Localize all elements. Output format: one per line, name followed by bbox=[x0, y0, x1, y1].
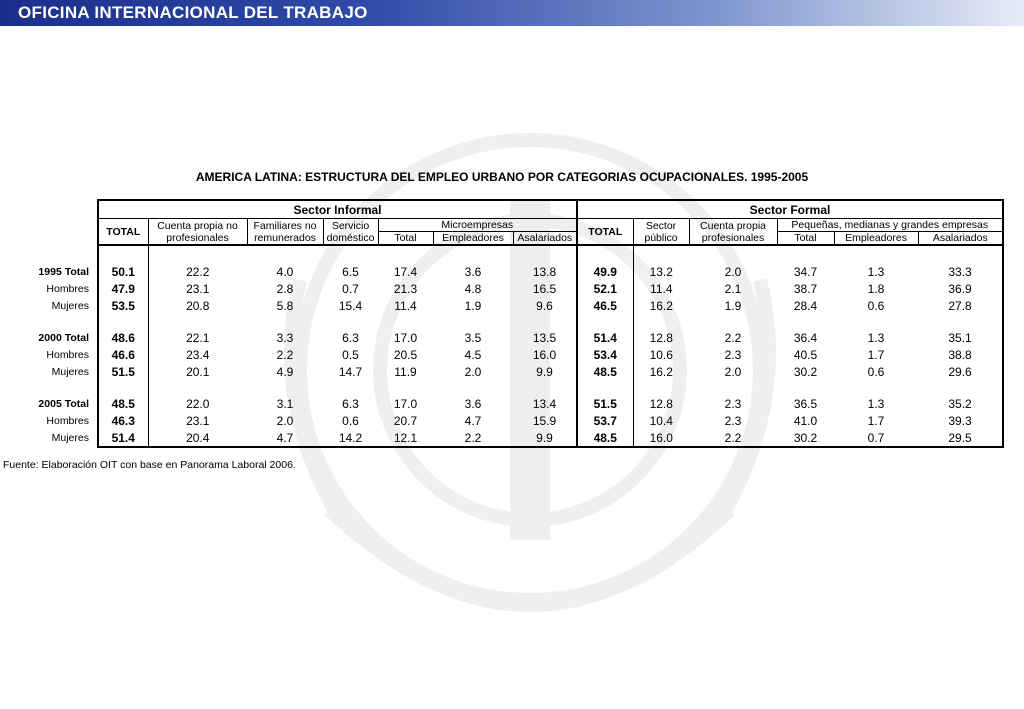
table-row bbox=[10, 297, 1003, 314]
table-cell: 2.3 bbox=[724, 397, 742, 412]
table-cell: 36.9 bbox=[918, 281, 1003, 298]
table-cell: 16.0 bbox=[532, 348, 557, 363]
informal-micro-total-header: Total bbox=[378, 232, 433, 246]
spacer-cell bbox=[433, 380, 513, 396]
table-cell: 1.3 bbox=[867, 265, 885, 280]
group-spacer bbox=[10, 245, 1003, 264]
spacer-cell bbox=[918, 245, 1003, 264]
spacer-cell bbox=[633, 314, 689, 330]
table-cell: 23.1 bbox=[148, 281, 247, 298]
table-cell: 0.6 bbox=[867, 364, 885, 379]
table-cell: 17.4 bbox=[393, 265, 418, 280]
table-cell: 22.1 bbox=[148, 330, 247, 347]
spacer-cell bbox=[777, 380, 834, 396]
group-spacer bbox=[10, 314, 1003, 330]
table-cell: 2.3 bbox=[724, 414, 742, 429]
row-label: 1995 Total bbox=[38, 266, 89, 279]
table-cell: 1.7 bbox=[867, 414, 885, 429]
table-row bbox=[10, 413, 1003, 430]
spacer-cell bbox=[98, 245, 148, 264]
table-cell: 13.8 bbox=[532, 265, 557, 280]
table-cell: 51.4 bbox=[98, 430, 148, 448]
table-cell: 2.0 bbox=[724, 364, 742, 379]
table-cell: 48.5 bbox=[577, 363, 633, 380]
table-cell: 35.1 bbox=[918, 330, 1003, 347]
header-line: doméstico bbox=[326, 231, 375, 244]
formal-empresas-empleadores-header: Empleadores bbox=[834, 232, 918, 246]
table-cell: 2.8 bbox=[276, 282, 294, 297]
table-cell: 2.3 bbox=[724, 348, 742, 363]
spacer-cell bbox=[918, 314, 1003, 330]
table-cell: 52.1 bbox=[577, 281, 633, 298]
table-row bbox=[10, 396, 1003, 413]
table-cell: 35.2 bbox=[918, 396, 1003, 413]
table-cell: 28.4 bbox=[793, 298, 818, 313]
table-cell: 17.0 bbox=[393, 397, 418, 412]
table-cell: 12.1 bbox=[378, 430, 433, 448]
table-cell: 14.7 bbox=[338, 364, 363, 379]
table-cell: 1.7 bbox=[867, 348, 885, 363]
table-cell: 29.5 bbox=[918, 430, 1003, 448]
source-note: Fuente: Elaboración OIT con base en Panorama Laboral 2006. bbox=[3, 459, 296, 471]
table-cell: 2.0 bbox=[276, 414, 294, 429]
table-cell: 1.9 bbox=[724, 298, 742, 313]
table-cell: 30.2 bbox=[793, 364, 818, 379]
table-cell: 39.3 bbox=[918, 413, 1003, 430]
table-cell: 48.6 bbox=[98, 330, 148, 347]
table-cell: 36.4 bbox=[793, 331, 818, 346]
table-cell: 4.0 bbox=[276, 265, 294, 280]
spacer-cell bbox=[247, 314, 323, 330]
row-label: 2005 Total bbox=[38, 398, 89, 411]
header-line: profesionales bbox=[701, 231, 765, 244]
table-cell: 20.1 bbox=[148, 363, 247, 380]
header-line: Familiares no bbox=[253, 219, 317, 232]
header-banner bbox=[0, 0, 1024, 26]
table-cell: 16.2 bbox=[633, 297, 689, 314]
row-label: Mujeres bbox=[51, 365, 89, 378]
table-row bbox=[10, 430, 1003, 448]
table-cell: 23.1 bbox=[148, 413, 247, 430]
table-cell: 2.0 bbox=[724, 265, 742, 280]
spacer-cell bbox=[577, 245, 633, 264]
table-cell: 11.9 bbox=[394, 364, 417, 379]
table-cell: 53.5 bbox=[98, 297, 148, 314]
table-cell: 9.6 bbox=[536, 298, 553, 313]
sector-informal-header: Sector Informal bbox=[98, 200, 577, 219]
table-cell: 2.2 bbox=[724, 331, 742, 346]
table-cell: 4.7 bbox=[247, 430, 323, 448]
table-cell: 20.7 bbox=[393, 414, 418, 429]
table-body bbox=[10, 245, 1003, 447]
table-cell: 30.2 bbox=[777, 430, 834, 448]
table-cell: 23.4 bbox=[148, 347, 247, 364]
header-line: profesionales bbox=[166, 231, 229, 244]
informal-microempresas-header: Microempresas bbox=[378, 219, 577, 232]
table-cell: 38.7 bbox=[793, 282, 818, 297]
header-line: Servicio bbox=[331, 219, 370, 232]
spacer-cell bbox=[633, 380, 689, 396]
row-label: Hombres bbox=[46, 415, 89, 428]
informal-servicio-header bbox=[323, 219, 378, 246]
table-cell: 12.8 bbox=[633, 330, 689, 347]
table-cell: 49.9 bbox=[577, 264, 633, 281]
header-blank bbox=[10, 232, 98, 246]
table-cell: 0.6 bbox=[867, 298, 885, 313]
table-cell: 10.4 bbox=[633, 413, 689, 430]
table-title: AMERICA LATINA: ESTRUCTURA DEL EMPLEO URBANO POR CATEGORIAS OCUPACIONALES. 1995-2005 bbox=[195, 170, 809, 184]
header-blank bbox=[10, 200, 98, 219]
informal-total-header: TOTAL bbox=[98, 219, 148, 246]
spacer-cell bbox=[689, 245, 777, 264]
table-cell: 15.4 bbox=[338, 298, 363, 313]
table-cell: 20.4 bbox=[148, 430, 247, 448]
spacer-cell bbox=[834, 314, 918, 330]
header-line: remunerados bbox=[254, 231, 316, 244]
table-cell: 41.0 bbox=[793, 414, 818, 429]
spacer-cell bbox=[378, 245, 433, 264]
spacer-cell bbox=[148, 245, 247, 264]
spacer-cell bbox=[513, 245, 577, 264]
table-cell: 38.8 bbox=[918, 347, 1003, 364]
table-cell: 34.7 bbox=[793, 265, 818, 280]
spacer-cell bbox=[323, 380, 378, 396]
table-cell: 16.0 bbox=[633, 430, 689, 448]
table-cell: 16.5 bbox=[532, 282, 557, 297]
table-cell: 4.9 bbox=[276, 364, 294, 379]
table-cell: 20.8 bbox=[148, 297, 247, 314]
table-cell: 40.5 bbox=[793, 348, 818, 363]
table-row bbox=[10, 330, 1003, 347]
spacer-cell bbox=[513, 314, 577, 330]
table-cell: 1.8 bbox=[867, 282, 885, 297]
spacer-cell bbox=[98, 314, 148, 330]
table-cell: 51.4 bbox=[577, 330, 633, 347]
header-blank bbox=[10, 219, 98, 232]
spacer-cell bbox=[918, 380, 1003, 396]
table-cell: 20.5 bbox=[393, 348, 418, 363]
table-cell: 0.7 bbox=[342, 282, 359, 297]
table-cell: 13.5 bbox=[532, 331, 557, 346]
table-cell: 46.6 bbox=[98, 347, 148, 364]
table-row bbox=[10, 347, 1003, 364]
table-cell: 46.5 bbox=[577, 297, 633, 314]
table-cell: 2.0 bbox=[464, 364, 482, 379]
spacer-cell bbox=[777, 314, 834, 330]
table-cell: 29.6 bbox=[918, 363, 1003, 380]
table-cell: 22.2 bbox=[148, 264, 247, 281]
table-cell: 0.5 bbox=[342, 348, 359, 363]
row-label: Mujeres bbox=[51, 432, 89, 445]
table-cell: 3.6 bbox=[464, 265, 482, 280]
table-row bbox=[10, 264, 1003, 281]
row-label: Hombres bbox=[46, 349, 89, 362]
table-cell: 48.5 bbox=[98, 396, 148, 413]
spacer-cell bbox=[689, 380, 777, 396]
spacer-cell bbox=[247, 245, 323, 264]
spacer-cell bbox=[378, 314, 433, 330]
spacer-cell bbox=[98, 380, 148, 396]
table-cell: 51.5 bbox=[98, 363, 148, 380]
spacer-cell bbox=[10, 314, 98, 330]
table-cell: 17.0 bbox=[393, 331, 418, 346]
header-line: Sector bbox=[645, 219, 677, 232]
row-label: Mujeres bbox=[51, 299, 89, 312]
sector-formal-header: Sector Formal bbox=[577, 200, 1003, 219]
formal-empresas-asalariados-header: Asalariados bbox=[918, 232, 1003, 246]
spacer-cell bbox=[323, 314, 378, 330]
employment-table bbox=[10, 199, 1004, 448]
spacer-cell bbox=[513, 380, 577, 396]
table-cell: 15.9 bbox=[532, 414, 557, 429]
table-cell: 3.1 bbox=[276, 397, 294, 412]
table-cell: 53.4 bbox=[577, 347, 633, 364]
table-cell: 2.2 bbox=[433, 430, 513, 448]
formal-total-header: TOTAL bbox=[577, 219, 633, 246]
spacer-cell bbox=[148, 380, 247, 396]
row-label: 2000 Total bbox=[38, 332, 89, 345]
table-cell: 6.5 bbox=[342, 265, 359, 280]
spacer-cell bbox=[148, 314, 247, 330]
table-cell: 53.7 bbox=[577, 413, 633, 430]
table-cell: 0.6 bbox=[342, 414, 359, 429]
table-cell: 33.3 bbox=[918, 264, 1003, 281]
table-cell: 22.0 bbox=[148, 396, 247, 413]
table-cell: 12.8 bbox=[633, 396, 689, 413]
spacer-cell bbox=[633, 245, 689, 264]
table-row bbox=[10, 281, 1003, 298]
spacer-cell bbox=[577, 314, 633, 330]
spacer-cell bbox=[378, 380, 433, 396]
informal-cuenta-propia-header bbox=[148, 219, 247, 246]
table-cell: 13.4 bbox=[532, 397, 557, 412]
table-cell: 4.8 bbox=[464, 282, 482, 297]
table-cell: 1.9 bbox=[464, 298, 482, 313]
spacer-cell bbox=[433, 245, 513, 264]
table-cell: 13.2 bbox=[633, 264, 689, 281]
table-cell: 47.9 bbox=[98, 281, 148, 298]
table-cell: 6.3 bbox=[342, 397, 359, 412]
header-line: Cuenta propia no bbox=[157, 219, 238, 232]
spacer-cell bbox=[433, 314, 513, 330]
spacer-cell bbox=[777, 245, 834, 264]
table-cell: 11.4 bbox=[633, 281, 689, 298]
table-row bbox=[10, 363, 1003, 380]
spacer-cell bbox=[247, 380, 323, 396]
table-cell: 9.9 bbox=[513, 430, 577, 448]
informal-micro-empleadores-header: Empleadores bbox=[433, 232, 513, 246]
table-cell: 2.2 bbox=[689, 430, 777, 448]
table-cell: 3.3 bbox=[276, 331, 294, 346]
table-cell: 6.3 bbox=[342, 331, 359, 346]
table-cell: 4.5 bbox=[464, 348, 482, 363]
table-cell: 36.5 bbox=[793, 397, 818, 412]
organization-title: OFICINA INTERNACIONAL DEL TRABAJO bbox=[18, 3, 368, 22]
formal-sector-publico-header bbox=[633, 219, 689, 246]
table-cell: 51.5 bbox=[577, 396, 633, 413]
table-cell: 3.5 bbox=[464, 331, 482, 346]
table-cell: 10.6 bbox=[633, 347, 689, 364]
formal-empresas-header: Pequeñas, medianas y grandes empresas bbox=[777, 219, 1003, 232]
table-cell: 21.3 bbox=[393, 282, 418, 297]
informal-micro-asalariados-header: Asalariados bbox=[513, 232, 577, 246]
table-cell: 14.2 bbox=[323, 430, 378, 448]
table-cell: 0.7 bbox=[834, 430, 918, 448]
spacer-cell bbox=[577, 380, 633, 396]
informal-familiares-header bbox=[247, 219, 323, 246]
table-cell: 9.9 bbox=[536, 364, 553, 379]
table-cell: 2.1 bbox=[724, 282, 742, 297]
spacer-cell bbox=[10, 380, 98, 396]
spacer-cell bbox=[834, 380, 918, 396]
table-cell: 11.4 bbox=[394, 298, 417, 313]
formal-empresas-total-header: Total bbox=[777, 232, 834, 246]
table-cell: 46.3 bbox=[98, 413, 148, 430]
group-spacer bbox=[10, 380, 1003, 396]
table-cell: 1.3 bbox=[867, 331, 885, 346]
header-line: público bbox=[644, 231, 678, 244]
table-cell: 4.7 bbox=[464, 414, 482, 429]
table-cell: 50.1 bbox=[98, 264, 148, 281]
table-cell: 16.2 bbox=[633, 363, 689, 380]
table-cell: 27.8 bbox=[918, 297, 1003, 314]
header-line: Cuenta propia bbox=[700, 219, 766, 232]
table-cell: 5.8 bbox=[276, 298, 294, 313]
spacer-cell bbox=[323, 245, 378, 264]
table-cell: 2.2 bbox=[276, 348, 294, 363]
row-label: Hombres bbox=[46, 283, 89, 296]
spacer-cell bbox=[10, 245, 98, 264]
spacer-cell bbox=[834, 245, 918, 264]
spacer-cell bbox=[689, 314, 777, 330]
formal-cuenta-propia-header bbox=[689, 219, 777, 246]
table-cell: 1.3 bbox=[867, 397, 885, 412]
table-cell: 48.5 bbox=[577, 430, 633, 448]
table-cell: 3.6 bbox=[464, 397, 482, 412]
